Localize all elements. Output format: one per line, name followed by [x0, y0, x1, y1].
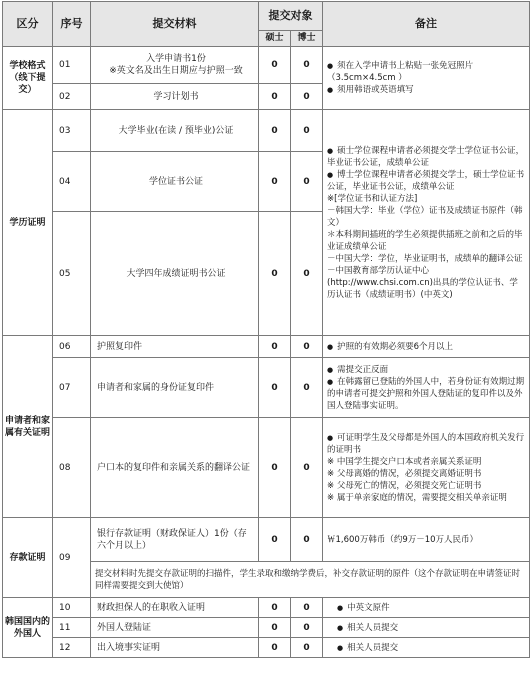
row-material: 申请者和家属的身份证复印件 — [91, 358, 259, 418]
category-school: 学校格式（线下提交） — [3, 47, 53, 110]
note-line: ● 护照的有效期必须要6个月以上 — [327, 341, 525, 353]
row-no: 12 — [53, 638, 91, 658]
row-doctor: 0 — [291, 212, 323, 336]
row-doctor: 0 — [291, 47, 323, 84]
row-master: 0 — [259, 84, 291, 110]
row-doctor: 0 — [291, 336, 323, 358]
row-no: 03 — [53, 110, 91, 152]
row-material: 大学毕业(在读 / 预毕业)公证 — [91, 110, 259, 152]
note-degree — [323, 110, 530, 336]
row-master: 0 — [259, 336, 291, 358]
category-degree: 学历证明 — [3, 110, 53, 336]
note-line: ● 相关人员提交 — [327, 642, 525, 654]
row-master: 0 — [259, 518, 291, 562]
row-doctor: 0 — [291, 638, 323, 658]
row-master: 0 — [259, 618, 291, 638]
materials-table — [2, 1, 530, 658]
note-deposit: ￦1,600万韩币（约9万－10万人民币） — [323, 518, 530, 562]
header-seq: 序号 — [53, 2, 91, 47]
row-master: 0 — [259, 358, 291, 418]
note-line: ● 须用韩语或英语填写 — [327, 84, 525, 96]
row-master: 0 — [259, 212, 291, 336]
row-no: 04 — [53, 152, 91, 212]
note-line: ※[学位证书和认证方法] — [327, 193, 418, 204]
row-doctor: 0 — [291, 618, 323, 638]
row-material: 学习计划书 — [91, 84, 259, 110]
row-doctor: 0 — [291, 84, 323, 110]
row-master: 0 — [259, 152, 291, 212]
row-doctor: 0 — [291, 358, 323, 418]
row-no: 06 — [53, 336, 91, 358]
note-line: ● 中英文原件 — [327, 602, 525, 614]
note-line: ＊本科期间插班的学生必须提供插班之前和之后的毕业证成绩单公证 — [327, 229, 523, 252]
note-line: ※ 属于单亲家庭的情况，需要提交相关单亲证明 — [327, 492, 507, 503]
note-line: －中国教育部学历认证中心(http://www.chsi.com.cn)出具的学位认证书、学历认证书（成绩证明书）(中英文) — [327, 265, 518, 300]
row-material: 户口本的复印件和亲属关系的翻译公证 — [91, 418, 259, 518]
note-line: ● 相关人员提交 — [327, 622, 525, 634]
row-no: 09 — [53, 518, 91, 598]
header-target: 提交对象 — [259, 2, 323, 31]
row-master: 0 — [259, 638, 291, 658]
note-passport — [323, 336, 530, 358]
row-no: 08 — [53, 418, 91, 518]
row-master: 0 — [259, 598, 291, 618]
row-doctor: 0 — [291, 110, 323, 152]
header-master: 硕士 — [259, 30, 291, 46]
note-line: ● 须在入学申请书上粘贴一张免冠照片（3.5cm×4.5cm ） — [327, 60, 525, 84]
category-family: 申请者和家属有关证明 — [3, 336, 53, 518]
category-foreigner: 韩国国内的外国人 — [3, 598, 53, 658]
row-no: 10 — [53, 598, 91, 618]
row-material: 银行存款证明（财政保证人）1份（存六个月以上） — [91, 518, 259, 562]
row-no: 01 — [53, 47, 91, 84]
row-master: 0 — [259, 47, 291, 84]
row-doctor: 0 — [291, 152, 323, 212]
row-material: 护照复印件 — [91, 336, 259, 358]
note-school — [323, 47, 530, 110]
note-line: ● 可证明学生及父母都是外国人的本国政府机关发行的证明书 — [327, 432, 525, 456]
row-no: 02 — [53, 84, 91, 110]
row-master: 0 — [259, 418, 291, 518]
note-r12 — [323, 638, 530, 658]
note-line: ● 需提交正反面 — [327, 364, 525, 376]
row-material: 学位证书公证 — [91, 152, 259, 212]
note-line: ● 硕士学位课程申请者必须提交学士学位证书公证，毕业证书公证，成绩单公证 — [327, 145, 525, 169]
header-area: 区分 — [3, 2, 53, 47]
row-material-line1: 入学申请书1份 — [146, 54, 206, 64]
note-r11 — [323, 618, 530, 638]
row-material: 出入境事实证明 — [91, 638, 259, 658]
note-deposit-full: 提交材料时先提交存款证明的扫描件，学生录取和缴纳学费后，补交存款证明的原件（这个存款证明在申请签证时同样需要提交到大使馆） — [91, 562, 530, 598]
note-line: －韩国大学：毕业（学位）证书及成绩证书原件（韩文） — [327, 205, 523, 228]
row-material: 财政担保人的在职收入证明 — [91, 598, 259, 618]
row-doctor: 0 — [291, 518, 323, 562]
header-doctor: 博士 — [291, 30, 323, 46]
row-material — [91, 47, 259, 84]
header-materials: 提交材料 — [91, 2, 259, 47]
category-deposit: 存款证明 — [3, 518, 53, 598]
note-line: ● 博士学位课程申请者必须提交学士，硕士学位证书公证，毕业证书公证，成绩单公证 — [327, 169, 525, 193]
note-line: ● 在韩露留已登陆的外国人中，若身份证有效期过期的申请者可提交护照和外国人登陆证的复印件以及外国人登陆事实证明。 — [327, 376, 525, 412]
note-hukou — [323, 418, 530, 518]
row-doctor: 0 — [291, 598, 323, 618]
row-material-line2: ※英文名及出生日期应与护照一致 — [109, 66, 243, 76]
row-material: 大学四年成绩证明书公证 — [91, 212, 259, 336]
row-no: 11 — [53, 618, 91, 638]
note-line: －中国大学：学位，毕业证明书，成绩单的翻译公证 — [327, 253, 523, 264]
note-line: ※ 父母离婚的情况，必须提交离婚证明书 — [327, 468, 482, 479]
note-id — [323, 358, 530, 418]
note-line: ※ 中国学生提交户口本或者亲属关系证明 — [327, 456, 482, 467]
row-material: 外国人登陆证 — [91, 618, 259, 638]
note-r10 — [323, 598, 530, 618]
header-notes: 备注 — [323, 2, 530, 47]
row-master: 0 — [259, 110, 291, 152]
note-line: ※ 父母死亡的情况，必须提交死亡证明书 — [327, 480, 482, 491]
row-no: 07 — [53, 358, 91, 418]
row-no: 05 — [53, 212, 91, 336]
row-doctor: 0 — [291, 418, 323, 518]
